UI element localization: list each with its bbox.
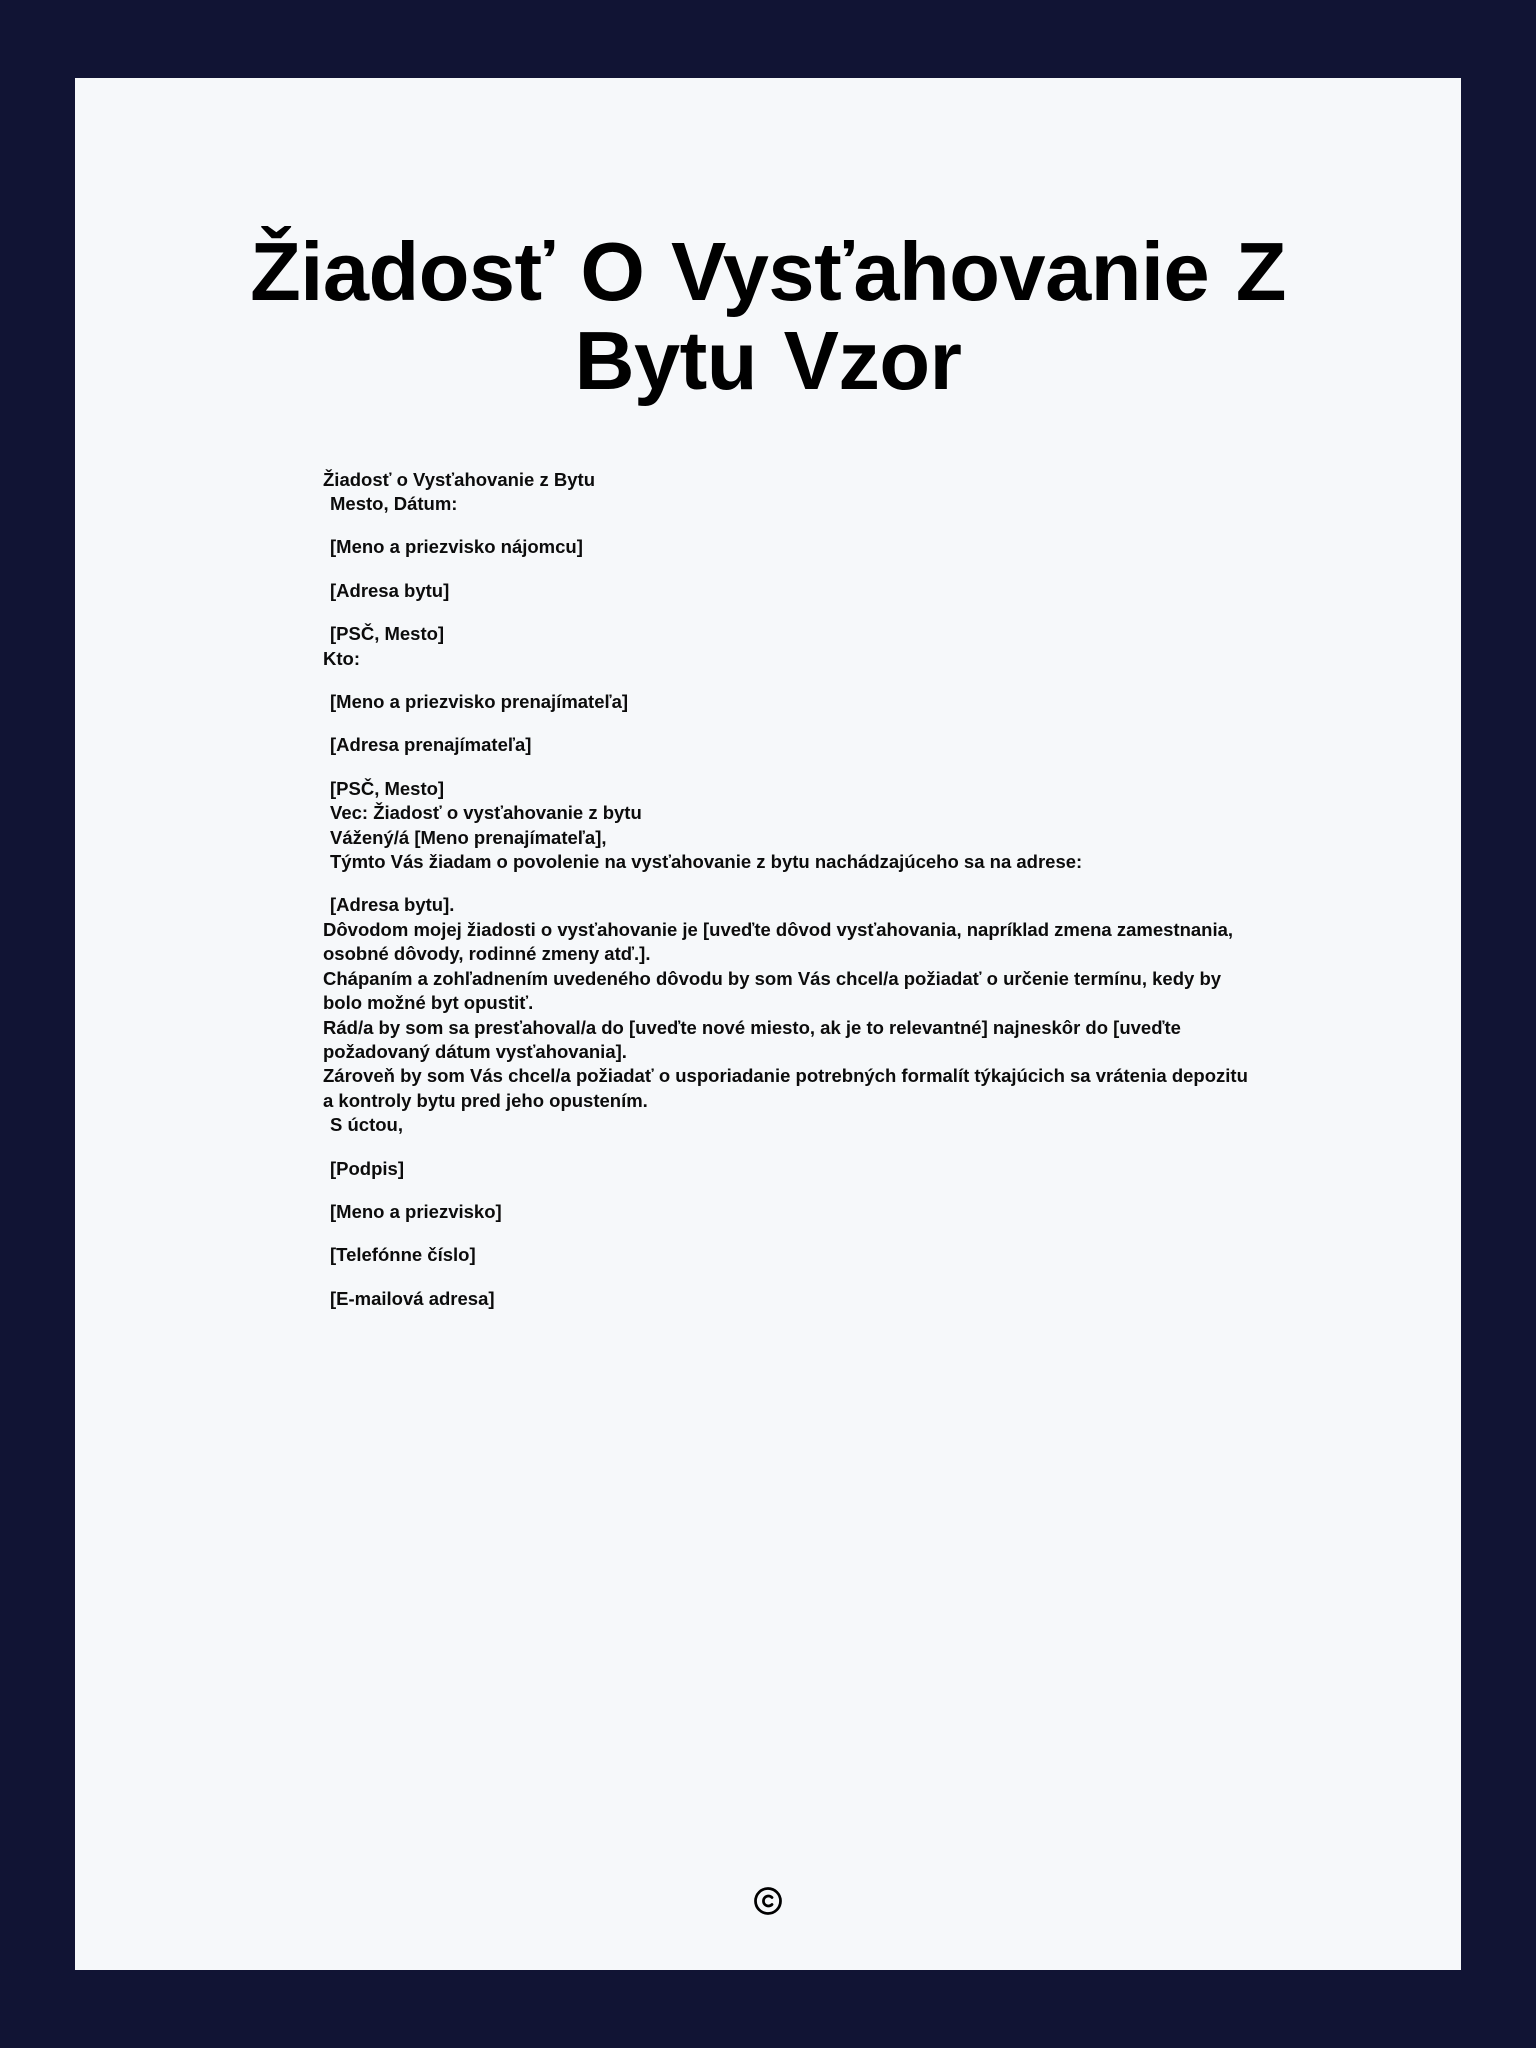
deposit-paragraph: Zároveň by som Vás chcel/a požiadať o usporiadanie potrebných formalít týkajúcich sa vrátenia depozitu a kontroly bytu pred jeho opustením. [323, 1065, 1248, 1111]
letter-content [323, 468, 1256, 1312]
date-line: Mesto, Dátum: [330, 493, 458, 514]
signature-email: [E-mailová adresa] [330, 1287, 495, 1309]
recipient-name: [Meno a priezvisko prenajímateľa] [330, 691, 629, 713]
spacer [323, 758, 1256, 777]
signature-name: [Meno a priezvisko] [330, 1200, 502, 1222]
spacer [323, 1224, 1256, 1243]
move-paragraph: Rád/a by som sa presťahoval/a do [uveďte nové miesto, ak je to relevantné] najneskôr do [uveďte požadovaný dátum vysťahovania]. [323, 1016, 1181, 1062]
spacer [323, 1268, 1256, 1287]
page-title: Žiadosť O Vysťahovanie Z Bytu Vzor [250, 225, 1286, 407]
copyright-icon [753, 1886, 783, 1916]
spacer [323, 560, 1256, 579]
intro-paragraph: Týmto Vás žiadam o povolenie na vysťahovanie z bytu nachádzajúceho sa na adrese: [330, 851, 1083, 873]
spacer [323, 714, 1256, 733]
spacer [323, 603, 1256, 622]
apartment-address: [Adresa bytu]. [330, 894, 455, 916]
closing: S úctou, [330, 1114, 403, 1136]
spacer [323, 874, 1256, 893]
document-page [75, 78, 1461, 1970]
salutation: Vážený/á [Meno prenajímateľa], [330, 826, 607, 848]
spacer [323, 671, 1256, 690]
recipient-address: [Adresa prenajímateľa] [330, 734, 532, 756]
recipient-label: Kto: [323, 647, 360, 669]
spacer [323, 1181, 1256, 1200]
sender-address: [Adresa bytu] [330, 579, 450, 601]
sender-postal-city: [PSČ, Mesto] [330, 623, 445, 645]
subject-line: Vec: Žiadosť o vysťahovanie z bytu [330, 802, 642, 824]
sender-name: [Meno a priezvisko nájomcu] [330, 536, 583, 558]
request-paragraph: Chápaním a zohľadnením uvedeného dôvodu by som Vás chcel/a požiadať o určenie termínu, kedy by bolo možné byt opustiť. [323, 967, 1222, 1014]
signature-phone: [Telefónne číslo] [330, 1244, 476, 1266]
signature-line: [Podpis] [330, 1157, 404, 1179]
reason-paragraph: Dôvodom mojej žiadosti o vysťahovanie je [uveďte dôvod vysťahovania, napríklad zmena zamestnania, osobné dôvody, rodinné zmeny atď.]. [323, 918, 1234, 965]
letter-body [75, 406, 1461, 1312]
page-footer [75, 1886, 1461, 1916]
letter-heading: Žiadosť o Vysťahovanie z Bytu [323, 468, 595, 490]
spacer [323, 1138, 1256, 1157]
recipient-postal-city: [PSČ, Mesto] [330, 777, 445, 799]
spacer [323, 516, 1256, 535]
